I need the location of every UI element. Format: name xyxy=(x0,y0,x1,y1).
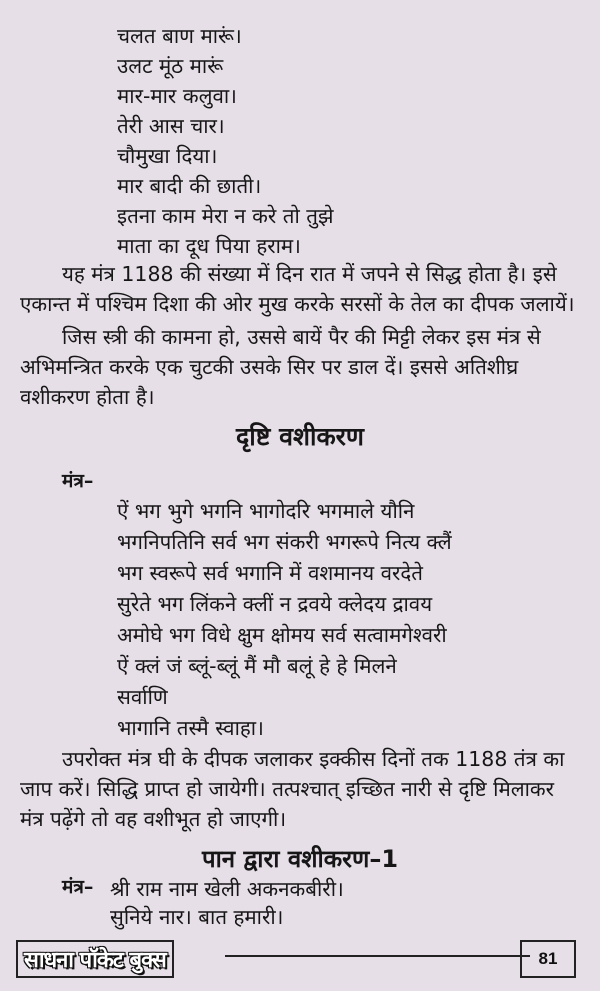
page-number: 81 xyxy=(520,940,576,978)
verse-line: माता का दूध पिया हराम। xyxy=(117,234,301,258)
verse-line: ऐं क्लं जं ब्लूं-ब्लूं मैं मौ बलूं हे हे मिलने xyxy=(117,654,397,678)
verse-line: अमोघे भग विधे क्षुम क्षोमय सर्व सत्वामगेश्वरी xyxy=(117,623,447,647)
verse-line: सुनिये नार। बात हमारी। xyxy=(110,905,284,929)
verse-line: चौमुखा दिया। xyxy=(117,144,218,168)
verse-line: सर्वाणि xyxy=(117,685,168,709)
paragraph-line: अभिमन्त्रित करके एक चुटकी उसके सिर पर डाल दें। इससे अतिशीघ्र xyxy=(20,355,519,379)
verse-line: भग स्वरूपे सर्व भगानि में वशमानय वरदेते xyxy=(117,561,423,585)
publisher-logo: साधना पॉकेट बुक्स xyxy=(16,940,174,978)
verse-line: मार-मार कलुवा। xyxy=(117,84,237,108)
verse-line: भगनिपतिनि सर्व भग संकरी भगरूपे नित्य क्लैं xyxy=(117,530,452,554)
paragraph-line: जाप करें। सिद्धि प्राप्त हो जायेगी। तत्पश्चात् इच्छित नारी से दृष्टि मिलाकर xyxy=(20,777,555,801)
verse-line: चलत बाण मारूं। xyxy=(117,24,242,48)
paragraph-line: यह मंत्र 1188 की संख्या में दिन रात में जपने से सिद्ध होता है। इसे xyxy=(62,262,557,286)
verse-line: श्री राम नाम खेली अकनकबीरी। xyxy=(110,877,344,901)
verse-line: इतना काम मेरा न करे तो तुझे xyxy=(117,204,334,228)
verse-line: मार बादी की छाती। xyxy=(117,174,262,198)
mantra-label: मंत्र– xyxy=(62,470,94,492)
verse-line: ऐं भग भुगे भगनि भागोदरि भगमाले यौनि xyxy=(117,499,415,523)
verse-line: सुरेते भग लिंकने क्लीं न द्रवये क्लेदय द्रावय xyxy=(117,592,433,616)
section-heading: दृष्टि वशीकरण xyxy=(236,422,364,451)
paragraph-line: उपरोक्त मंत्र घी के दीपक जलाकर इक्कीस दिनों तक 1188 तंत्र का xyxy=(62,747,565,771)
verse-line: भागानि तस्मै स्वाहा। xyxy=(117,716,264,740)
paragraph-line: वशीकरण होता है। xyxy=(20,385,155,409)
paragraph-line: जिस स्त्री की कामना हो, उससे बायें पैर की मिट्टी लेकर इस मंत्र से xyxy=(62,325,541,349)
section-heading: पान द्वारा वशीकरण–1 xyxy=(201,845,399,873)
paragraph-line: मंत्र पढ़ेंगे तो वह वशीभूत हो जाएगी। xyxy=(20,807,287,831)
verse-line: उलट मूंठ मारूं xyxy=(117,54,224,78)
paragraph-line: एकान्त में पश्चिम दिशा की ओर मुख करके सरसों के तेल का दीपक जलायें। xyxy=(20,292,575,316)
mantra-label: मंत्र– xyxy=(62,876,94,898)
verse-line: तेरी आस चार। xyxy=(117,114,225,138)
footer-rule xyxy=(225,955,530,957)
